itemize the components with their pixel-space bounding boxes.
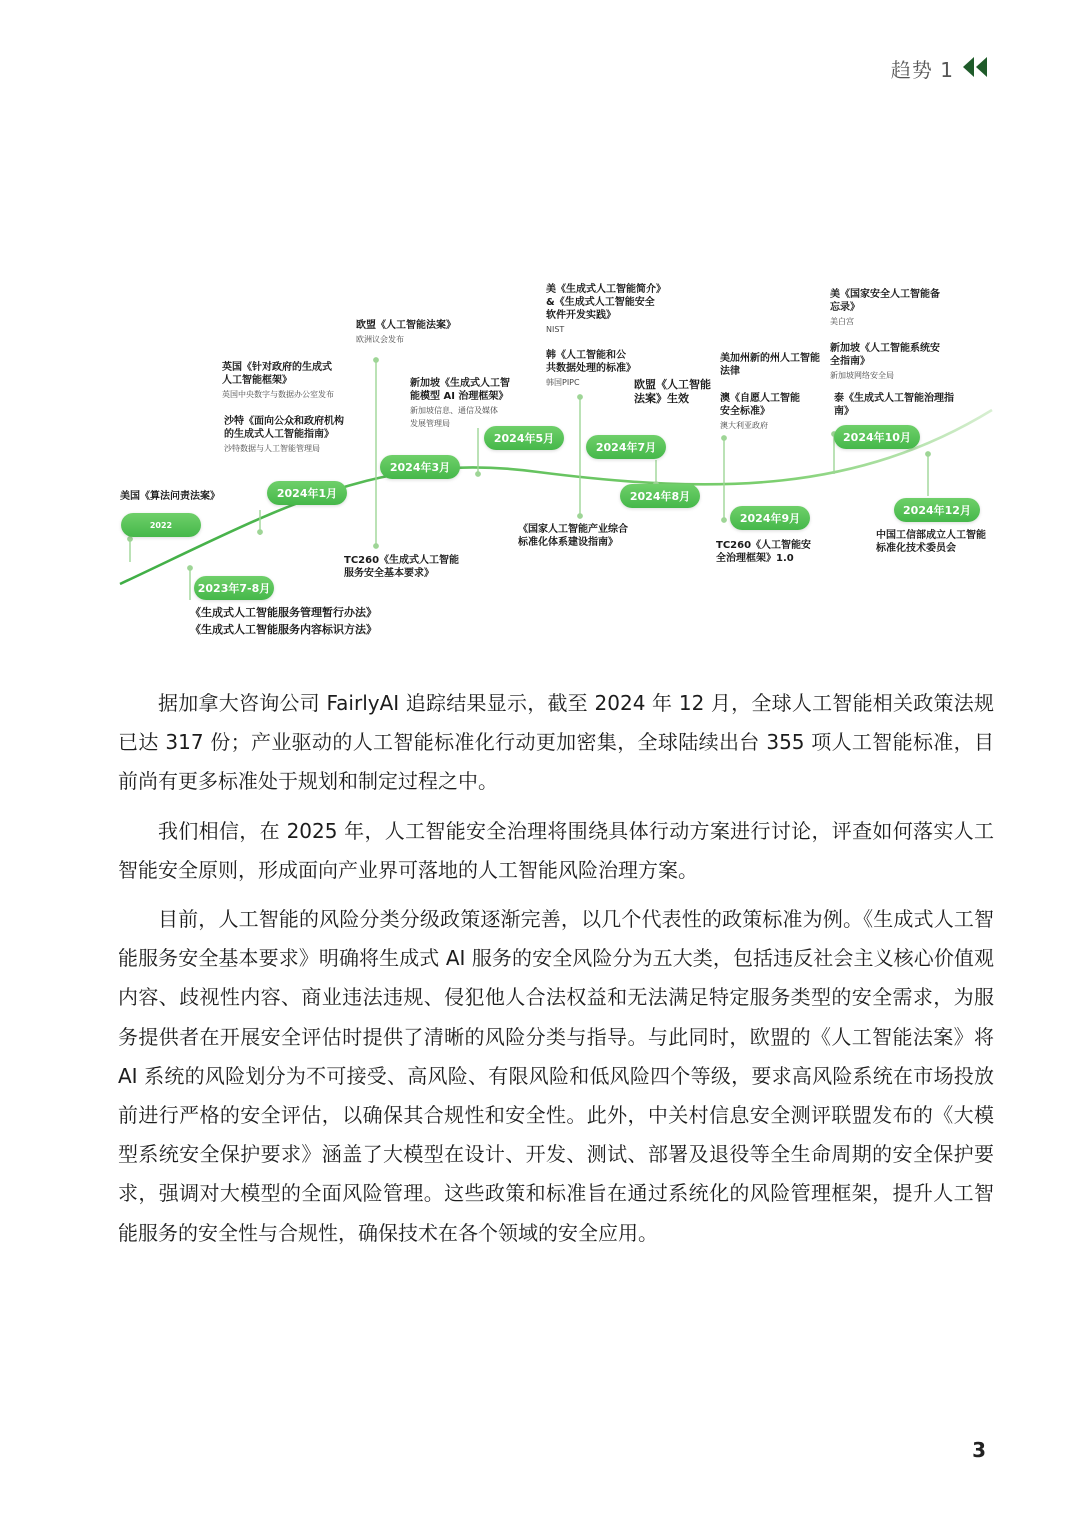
paragraph: 据加拿大咨询公司 FairlyAI 追踪结果显示，截至 2024 年 12 月，全球人工智能相关政策法规已达 317 份；产业驱动的人工智能标准化行动更加密集，全球陆续出台 355 项人工智能标准，目前尚有更多标准处于规划和制定过程之中。: [118, 691, 994, 794]
date-pill-2024-07: 2024年7月: [586, 435, 666, 459]
event-tc260-governance-framework: [716, 539, 811, 565]
event-thailand-genai-guide: [834, 392, 954, 418]
event-title: 澳《自愿人工智能 安全标准》: [720, 393, 800, 417]
event-title: 美《国家安全人工智能备 忘录》: [830, 289, 940, 313]
event-title: 英国《针对政府的生成式 人工智能框架》: [222, 362, 332, 386]
event-title: 欧盟《人工智能法案》: [356, 320, 456, 331]
event-source: 沙特数据与人工智能管理局: [224, 444, 320, 453]
event-singapore-ai-security-guide: [830, 342, 940, 382]
date-pill-2023-7-8: 2023年7-8月: [194, 576, 274, 600]
event-tc260-basic-requirements: [344, 554, 459, 580]
event-title: 美国《算法问责法案》: [120, 491, 220, 502]
event-title: 沙特《面向公众和政府机构 的生成式人工智能指南》: [224, 416, 344, 440]
paragraph: 我们相信，在 2025 年，人工智能安全治理将围绕具体行动方案进行讨论，评查如何落实人工智能安全原则，形成面向产业界可落地的人工智能风险治理方案。: [118, 818, 994, 882]
event-national-ai-standard-guide: [518, 523, 628, 549]
event-eu-ai-act: [356, 319, 456, 346]
event-title: 美加州新的州人工智能 法律: [720, 353, 820, 377]
date-pill-2024-03: 2024年3月: [380, 455, 460, 479]
event-title: 新加坡《生成式人工智 能模型 AI 治理框架》: [410, 378, 510, 402]
event-title: TC260《生成式人工智能 服务安全基本要求》: [344, 555, 460, 579]
event-us-algorithmic-accountability: [120, 490, 220, 503]
event-title: TC260《人工智能安 全治理框架》1.0: [716, 540, 812, 564]
date-pill-2024-09: 2024年9月: [730, 506, 810, 530]
event-singapore-model-framework: [410, 377, 510, 430]
paragraph: 目前，人工智能的风险分类分级政策逐渐完善，以几个代表性的政策标准为例。《生成式人工智能服务安全基本要求》明确将生成式 AI 服务的安全风险分为五大类，包括违反社会主义核心价值观内容、歧视性内容、商业违法违规、侵犯他人合法权益和无法满足特定服务类型的安全需求，为服务提供者在开展安全评估时提供了清晰的风险分类与指导。与此同时，欧盟的《人工智能法案》将 AI 系统的风险划分为不可接受、高风险、有限风险和低风险四个等级，要求高风险系统在市场投放前进行严格的安全评估，以确保其合规性和安全性。此外，中关村信息安全测评联盟发布的《大模型系统安全保护要求》涵盖了大模型在设计、开发、测试、部署及退役等全生命周期的安全保护要求，强调对大模型的全面风险管理。这些政策和标准旨在通过系统化的风险管理框架，提升人工智能服务的安全性与合规性，确保技术在各个领域的安全应用。: [118, 907, 994, 1245]
date-pill-2024-12: 2024年12月: [894, 498, 980, 522]
double-chevron-left-icon: [962, 56, 988, 82]
date-pill-2022: 2022: [121, 513, 201, 537]
event-title: 美《生成式人工智能简介》 &《生成式人工智能安全 软件开发实践》: [546, 284, 666, 321]
event-us-nist-genai: [546, 283, 666, 336]
date-pill-2024-01: 2024年1月: [267, 481, 347, 505]
event-source: 欧洲议会发布: [356, 335, 404, 344]
event-korea-pipc-standard: [546, 349, 636, 389]
event-miit-ai-committee: [876, 529, 986, 555]
event-california-ai-law: [720, 352, 820, 378]
event-source: 美白宫: [830, 317, 854, 326]
event-eu-ai-act-effective: [634, 378, 711, 406]
event-source: 新加坡信息、通信及媒体 发展管理局: [410, 406, 498, 428]
event-title: 《生成式人工智能服务管理暂行办法》 《生成式人工智能服务内容标识方法》: [190, 606, 377, 636]
event-source: 澳大利亚政府: [720, 421, 768, 430]
event-us-national-security-memo: [830, 288, 940, 328]
event-title: 中国工信部成立人工智能 标准化技术委员会: [876, 530, 986, 554]
page-header: [891, 54, 988, 83]
event-china-genai-measures: [190, 604, 377, 638]
ai-policy-timeline: [118, 210, 996, 660]
date-pill-2024-08: 2024年8月: [620, 484, 700, 508]
event-title: 韩《人工智能和公 共数据处理的标准》: [546, 350, 636, 374]
date-pill-2024-10: 2024年10月: [834, 425, 920, 449]
event-source: 英国中央数字与数据办公室发布: [222, 390, 334, 399]
page-number: 3: [972, 1438, 986, 1462]
event-australia-voluntary-standard: [720, 392, 800, 432]
event-saudi-genai-guide: [224, 415, 344, 455]
section-label: 趋势 1: [890, 58, 954, 82]
event-title: 泰《生成式人工智能治理指 南》: [834, 393, 954, 417]
event-uk-genai-framework: [222, 361, 334, 401]
date-pill-2024-05: 2024年5月: [484, 426, 564, 450]
event-title: 新加坡《人工智能系统安 全指南》: [830, 343, 940, 367]
event-title: 《国家人工智能产业综合 标准化体系建设指南》: [518, 524, 628, 548]
event-source: 韩国PIPC: [546, 378, 580, 387]
event-title: 欧盟《人工智能 法案》生效: [634, 378, 711, 405]
event-source: 新加坡网络安全局: [830, 371, 894, 380]
body-text: [118, 684, 994, 1263]
event-source: NIST: [546, 325, 565, 334]
